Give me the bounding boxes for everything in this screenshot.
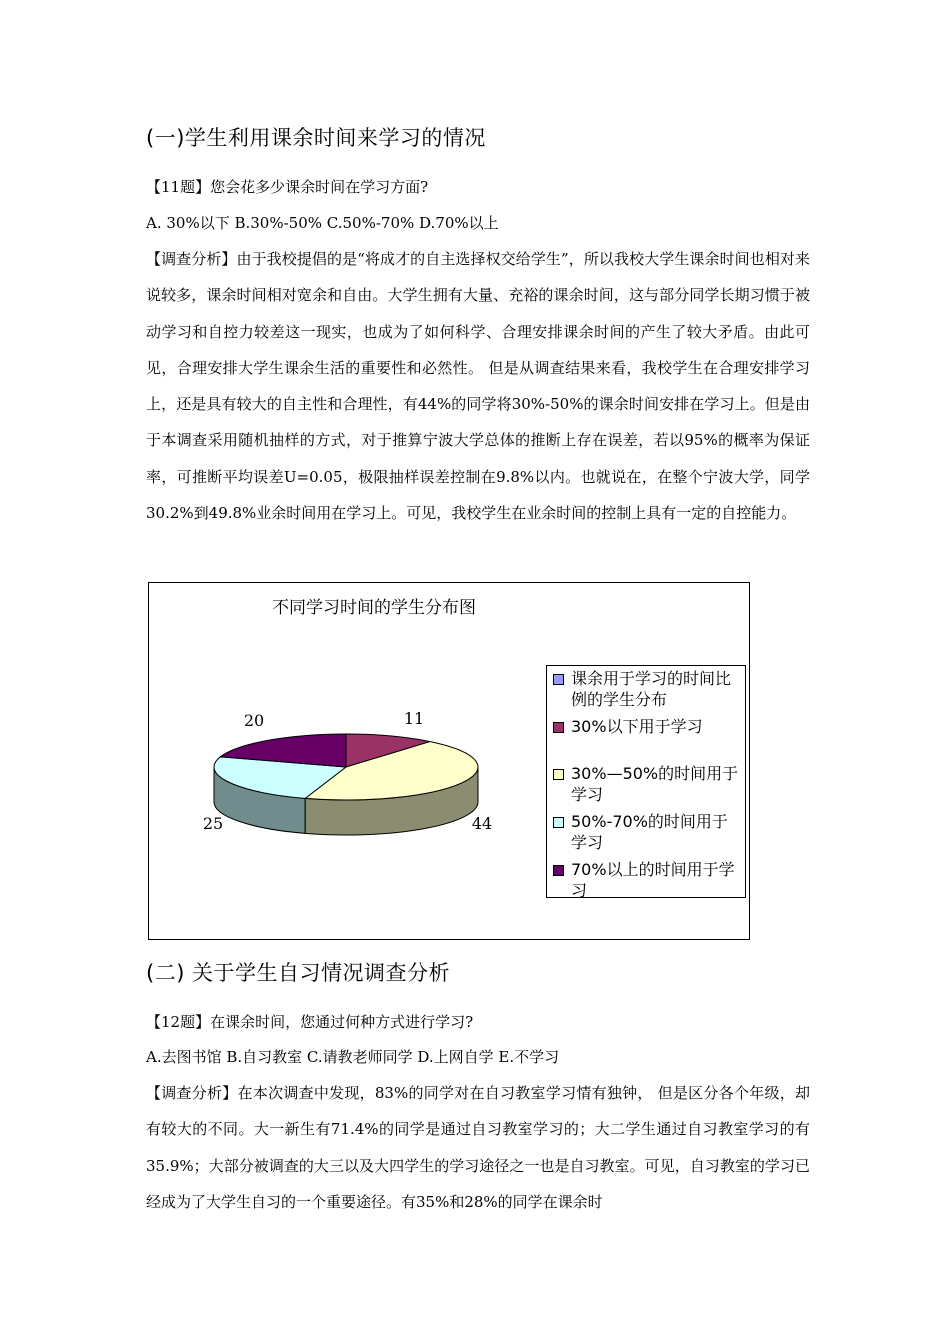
- section-heading-1: (一)学生利用课余时间来学习的情况: [146, 126, 486, 150]
- question-11: 【11题】您会花多少课余时间在学习方面?: [146, 178, 429, 196]
- legend-title: [551, 668, 741, 710]
- legend-swatch-0: [553, 722, 564, 733]
- legend-label-1: 30%—50%的时间用于学习: [571, 764, 739, 804]
- pie-data-label-3: 20: [243, 711, 265, 730]
- pie-data-label-1: 44: [471, 814, 493, 833]
- analysis-paragraph-1: 【调查分析】由于我校提倡的是“将成才的自主选择权交给学生”，所以我校大学生课余时间也相对来说较多，课余时间相对宽余和自由。大学生拥有大量、充裕的课余时间，这与部分同学长期习惯于被动学习和自控力较差这一现实，也成为了如何科学、合理安排课余时间的产生了较大矛盾。由此可见，合理安排大学生课余生活的重要性和必然性。 但是从调查结果来看，我校学生在合理安排学习上，还是具有较大的自主性和合理性，有44%的同学将30%-50%的课余时间安排在学习上。但是由于本调查采用随机抽样的方式，对于推算宁波大学总体的推断上存在误差，若以95%的概率为保证率，可推断平均误差U=0.05，极限抽样误差控制在9.8%以内。也就说在，在整个宁波大学，同学30.2%到49.8%业余时间用在学习上。可见，我校学生在业余时间的控制上具有一定的自控能力。: [146, 250, 810, 523]
- pie-plot: [149, 583, 549, 939]
- question-12-options: A.去图书馆 B.自习教室 C.请教老师同学 D.上网自学 E.不学习: [146, 1048, 560, 1066]
- pie-chart: [148, 582, 750, 940]
- legend-label-0: 30%以下用于学习: [571, 717, 703, 736]
- legend-title-swatch: [553, 674, 564, 685]
- legend-item-1: [551, 763, 741, 805]
- legend-item-3: [551, 859, 741, 901]
- legend-label-2: 50%-70%的时间用于学习: [571, 812, 728, 852]
- legend-swatch-1: [553, 769, 564, 780]
- legend-title-text: 课余用于学习的时间比例的学生分布: [571, 669, 732, 709]
- pie-data-label-2: 25: [202, 814, 224, 833]
- legend-item-0: [551, 716, 741, 737]
- chart-legend: [546, 665, 746, 898]
- legend-label-3: 70%以上的时间用于学习: [571, 860, 735, 900]
- legend-swatch-2: [553, 817, 564, 828]
- question-12: 【12题】在课余时间，您通过何种方式进行学习?: [146, 1013, 474, 1031]
- analysis-paragraph-2: 【调查分析】在本次调查中发现，83%的同学对在自习教室学习情有独钟， 但是区分各个年级，却有较大的不同。大一新生有71.4%的同学是通过自习教室学习的；大二学生通过自习教室学习的有35.9%；大部分被调查的大三以及大四学生的学习途径之一也是自习教室。可见，自习教室的学习已经成为了大学生自习的一个重要途径。有35%和28%的同学在课余时: [146, 1084, 810, 1211]
- chart-title: 不同学习时间的学生分布图: [272, 598, 476, 618]
- legend-swatch-3: [553, 865, 564, 876]
- section-heading-2: (二) 关于学生自习情况调查分析: [146, 961, 451, 985]
- pie-data-label-0: 11: [403, 709, 425, 728]
- legend-item-2: [551, 811, 741, 853]
- question-11-options: A. 30%以下 B.30%-50% C.50%-70% D.70%以上: [146, 214, 499, 232]
